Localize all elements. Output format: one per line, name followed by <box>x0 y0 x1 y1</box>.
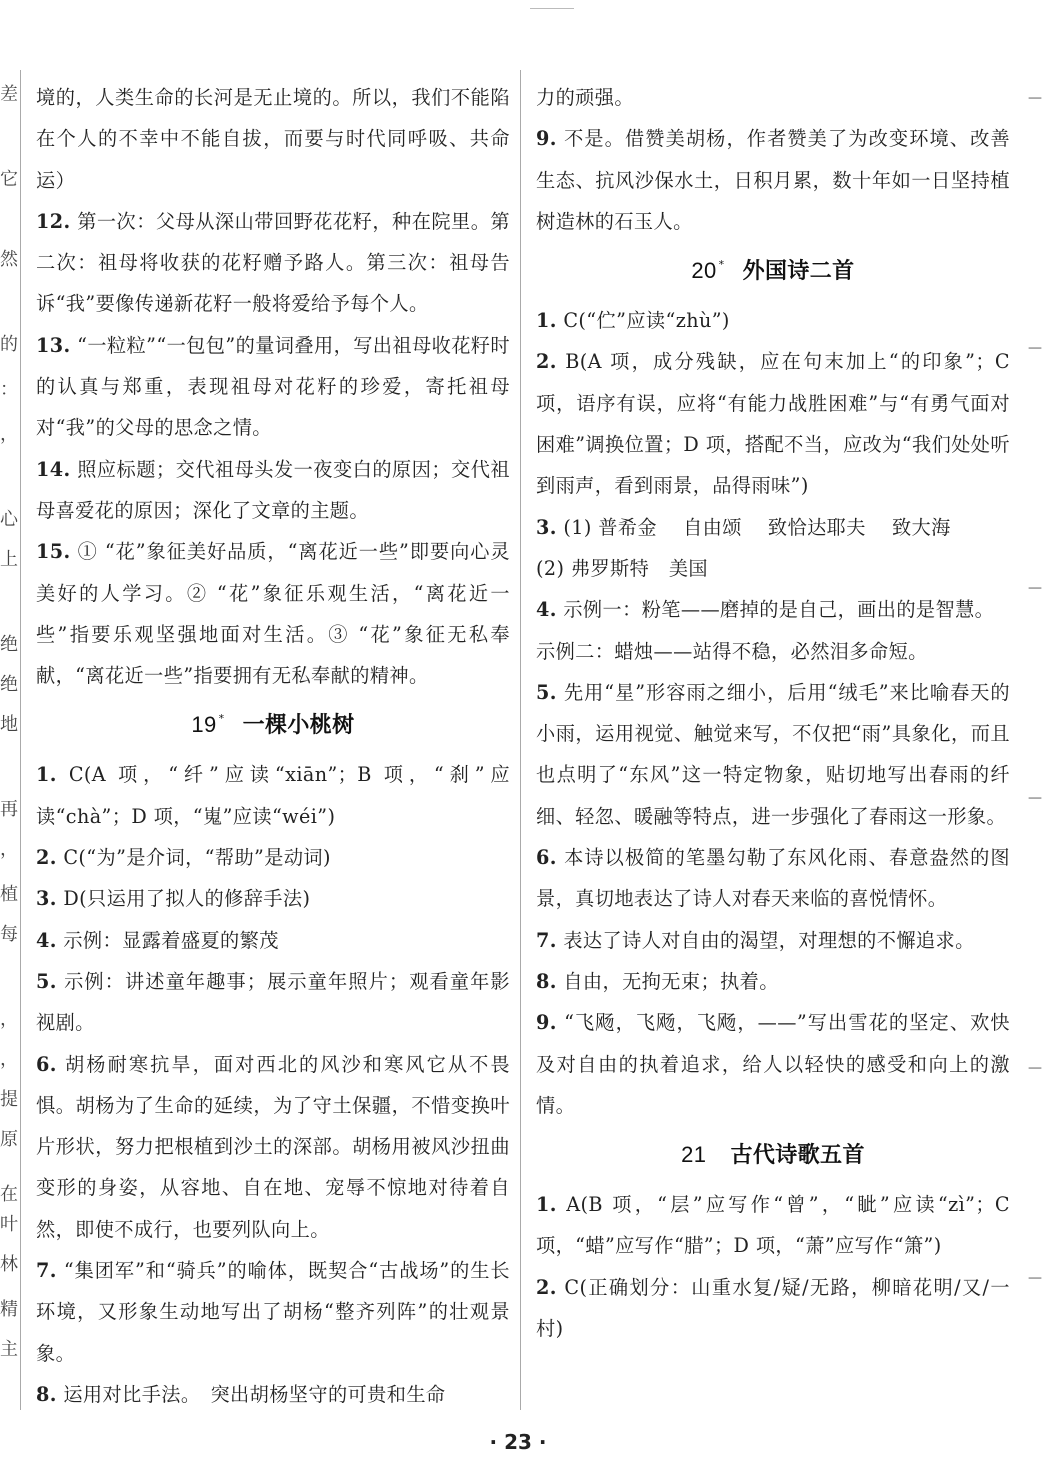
answer-item <box>36 920 510 961</box>
margin-char: 叶 <box>0 1214 18 1235</box>
item-number: 4. <box>36 928 57 952</box>
right-margin-fragment <box>1028 70 1042 1410</box>
item-number: 12. <box>36 209 71 233</box>
section-19-heading <box>36 696 510 754</box>
answer-item <box>536 589 1010 630</box>
item-text: 力的顽强。 <box>536 86 634 109</box>
answer-item <box>536 118 1010 242</box>
item-text: “集团军”和“骑兵”的喻体，既契合“古战场”的生长环境，又形象生动地写出了胡杨“整齐列阵”的壮观景象。 <box>36 1259 510 1365</box>
section-star: * <box>218 712 225 726</box>
answer-item <box>36 961 510 1044</box>
answer-item <box>36 878 510 919</box>
item-text: 第一次：父母从深山带回野花花籽，种在院里。第二次：祖母将收获的花籽赠予路人。第三次：祖母告诉“我”要像传递新花籽一般将爱给予每个人。 <box>36 209 510 316</box>
answer-item <box>36 1374 510 1415</box>
margin-char: 然 <box>0 249 18 270</box>
item-number: 15. <box>36 540 71 564</box>
margin-char: 绝 <box>0 634 18 655</box>
section-20-heading <box>536 242 1010 300</box>
item-text: C(“为”是介词，“帮助”是动词) <box>63 846 331 870</box>
item-text: (1) 普希金 自由颂 致恰达耶夫 致大海 <box>563 515 951 539</box>
item-number: 5. <box>36 969 57 993</box>
item-text: 表达了诗人对自由的渴望，对理想的不懈追求。 <box>563 928 975 952</box>
margin-char: 提 <box>0 1089 18 1110</box>
item-text: A(B 项，“层”应写作“曾”，“眦”应读“zì”；C 项，“蜡”应写作“腊”；D 项，“萧”应写作“箫”) <box>536 1193 1011 1258</box>
margin-char: ： <box>0 379 18 400</box>
margin-char: — <box>1028 340 1042 356</box>
item-text: 示例二：蜡烛——站得不稳，必然泪多命短。 <box>536 639 928 663</box>
item-number: 2. <box>536 1275 557 1299</box>
item-number: 8. <box>536 969 557 993</box>
item-number: 1. <box>536 309 557 333</box>
margin-char: ， <box>0 1049 18 1070</box>
item-text: 照应标题；交代祖母头发一夜变白的原因；交代祖母喜爱花的原因；深化了文章的主题。 <box>36 457 510 522</box>
margin-char: ， <box>0 1009 18 1030</box>
margin-char: 原 <box>0 1129 18 1150</box>
item-number: 5. <box>536 680 557 704</box>
answer-item <box>536 1002 1010 1126</box>
item-text: ① “花”象征美好品质，“离花近一些”即要向心灵美好的人学习。② “花”象征乐观生活，“离花近一些”指要乐观坚强地面对生活。③ “花”象征无私奉献，“离花近一些”指要拥有无私奉献的精神。 <box>36 540 511 688</box>
margin-char: 它 <box>0 169 18 190</box>
margin-char: — <box>1028 1270 1042 1286</box>
section-number: 20 <box>691 258 717 284</box>
answer-item <box>536 631 1010 672</box>
answer-item <box>536 1184 1010 1267</box>
section-title: 一棵小桃树 <box>242 713 355 739</box>
top-rule <box>530 8 574 9</box>
section-number: 21 <box>681 1142 707 1168</box>
margin-char: 差 <box>0 84 18 105</box>
item-text: “飞飏，飞飏，飞飏，——”写出雪花的坚定、欢快及对自由的执着追求，给人以轻快的感受和向上的激情。 <box>536 1011 1010 1117</box>
answer-item <box>536 300 1010 341</box>
margin-char: — <box>1028 580 1042 596</box>
center-column-rule <box>520 70 521 1410</box>
item-number: 9. <box>536 1011 557 1035</box>
answer-item <box>36 77 510 201</box>
left-column <box>36 77 510 1415</box>
item-text: 示例：讲述童年趣事；展示童年照片；观看童年影视剧。 <box>36 969 510 1035</box>
left-margin-fragment <box>0 70 22 1410</box>
margin-char: 上 <box>0 549 18 570</box>
margin-char: 植 <box>0 884 18 905</box>
item-text: 境的，人类生命的长河是无止境的。所以，我们不能陷在个人的不幸中不能自拔，而要与时代同呼吸、共命运） <box>36 86 510 192</box>
answer-item <box>36 1044 510 1250</box>
margin-char: 在 <box>0 1184 18 1205</box>
section-title: 古代诗歌五首 <box>730 1143 865 1169</box>
margin-char: ， <box>0 839 18 860</box>
item-number: 6. <box>536 846 557 870</box>
answer-item <box>36 325 510 449</box>
answer-item <box>536 961 1010 1002</box>
item-number: 8. <box>36 1382 57 1406</box>
item-number: 9. <box>536 127 557 151</box>
item-text: 本诗以极简的笔墨勾勒了东风化雨、春意盎然的图景，真切地表达了诗人对春天来临的喜悦情怀。 <box>536 846 1010 911</box>
item-number: 1. <box>36 763 57 787</box>
item-text: 胡杨耐寒抗旱，面对西北的风沙和寒风它从不畏惧。胡杨为了生命的延续，为了守土保疆，不惜变换叶片形状，努力把根植到沙土的深部。胡杨用被风沙扭曲变形的身姿，从容地、自在地、宠辱不惊地对待着自然，即使不成行，也要列队向上。 <box>36 1052 510 1241</box>
item-text: C(“伫”应读“zhù”) <box>563 309 730 333</box>
item-text: C(A 项，“纤”应读“xiān”；B 项，“刹”应读“chà”；D 项，“嵬”应读“wéi”) <box>36 763 510 828</box>
answer-item <box>536 672 1010 837</box>
margin-char: — <box>1028 90 1042 106</box>
item-text: 先用“星”形容雨之细小，后用“绒毛”来比喻春天的小雨，运用视觉、触觉来写，不仅把“雨”具象化，而且也点明了“东风”这一特定物象，贴切地写出春雨的纤细、轻忽、暖融等特点，进一步强化了春雨这一形象。 <box>536 680 1010 828</box>
page-number: · 23 · <box>489 1430 547 1454</box>
answer-item <box>36 449 510 532</box>
item-text: 示例：显露着盛夏的繁茂 <box>63 928 279 952</box>
item-number: 13. <box>36 333 71 357</box>
item-text: 不是。借赞美胡杨，作者赞美了为改变环境、改善生态、抗风沙保水土，日积月累，数十年如一日坚持植树造林的石玉人。 <box>536 127 1010 233</box>
answer-item <box>536 1267 1010 1350</box>
answer-item <box>536 920 1010 961</box>
right-column <box>536 77 1010 1349</box>
answer-item <box>536 77 1010 118</box>
margin-char: — <box>1028 1060 1042 1076</box>
section-star: * <box>718 258 725 272</box>
margin-char: 心 <box>0 509 18 530</box>
answer-item <box>536 507 1010 548</box>
item-text: C(正确划分：山重水复/疑/无路，柳暗花明/又/一村) <box>536 1275 1011 1341</box>
margin-char: 林 <box>0 1254 18 1275</box>
item-text: “一粒粒”“一包包”的量词叠用，写出祖母收花籽时的认真与郑重，表现祖母对花籽的珍爱，寄托祖母对“我”的父母的思念之情。 <box>36 333 510 440</box>
left-column-rule <box>20 70 21 1410</box>
item-number: 7. <box>536 928 557 952</box>
answer-item <box>36 531 510 696</box>
item-text: D(只运用了拟人的修辞手法) <box>63 887 311 911</box>
answer-item <box>36 754 510 837</box>
item-text: 示例一：粉笔——磨掉的是自己，画出的是智慧。 <box>563 598 995 622</box>
margin-char: 主 <box>0 1339 18 1360</box>
item-number: 3. <box>36 887 57 911</box>
item-number: 4. <box>536 598 557 622</box>
item-text: 自由，无拘无束；执着。 <box>563 969 779 993</box>
margin-char: 地 <box>0 714 18 735</box>
margin-char: 精 <box>0 1299 18 1320</box>
answer-item <box>536 837 1010 920</box>
item-number: 3. <box>536 515 557 539</box>
answer-item <box>36 1250 510 1374</box>
margin-char: ， <box>0 424 18 445</box>
answer-item <box>536 341 1010 506</box>
margin-char: 绝 <box>0 674 18 695</box>
item-number: 14. <box>36 457 71 481</box>
margin-char: 每 <box>0 924 18 945</box>
item-text: 运用对比手法。 突出胡杨坚守的可贵和生命 <box>63 1382 446 1406</box>
answer-item <box>536 548 1010 589</box>
answer-item <box>36 201 510 325</box>
item-number: 6. <box>36 1052 57 1076</box>
section-21-heading <box>536 1126 1010 1184</box>
section-number: 19 <box>191 712 217 738</box>
item-number: 7. <box>36 1259 57 1283</box>
item-text: (2) 弗罗斯特 美国 <box>536 556 708 580</box>
section-title: 外国诗二首 <box>742 259 855 285</box>
item-text: B(A 项，成分残缺，应在句末加上“的印象”；C 项，语序有误，应将“有能力战胜困难”与“有勇气面对困难”调换位置；D 项，搭配不当，应改为“我们处处听到雨声，看到雨景，品得雨味”) <box>536 350 1010 498</box>
margin-char: — <box>1028 790 1042 806</box>
answer-item <box>36 837 510 878</box>
margin-char: 的 <box>0 334 18 355</box>
item-number: 2. <box>536 350 557 374</box>
item-number: 1. <box>536 1193 557 1217</box>
item-number: 2. <box>36 846 57 870</box>
margin-char: 再 <box>0 799 18 820</box>
